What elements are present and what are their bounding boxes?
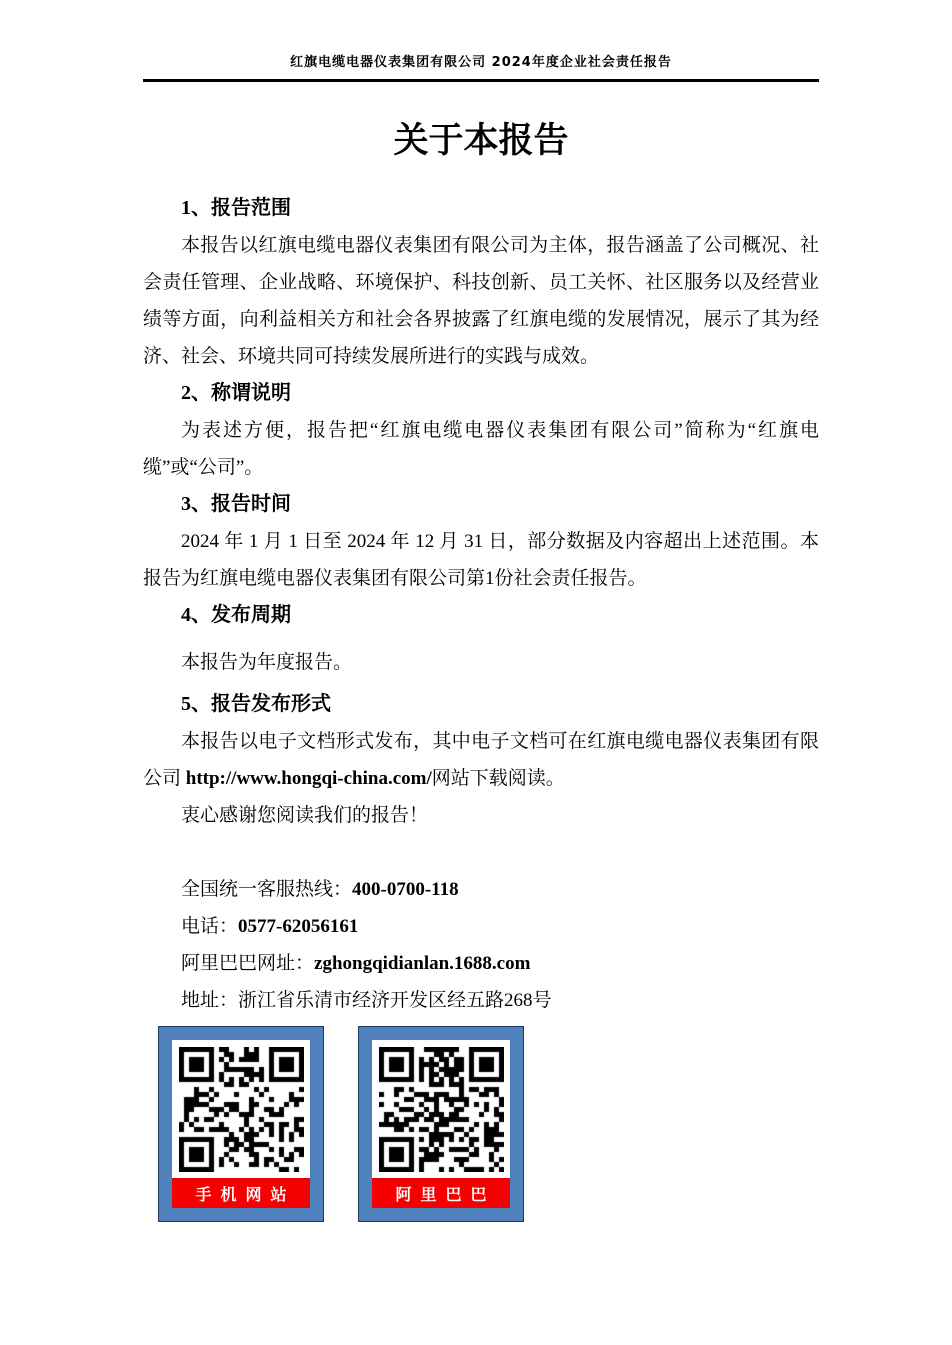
section-heading-report-period: 3、报告时间 <box>181 493 291 515</box>
qr-inner-alibaba <box>372 1040 510 1208</box>
qr-banner-mobile-site <box>172 1178 310 1208</box>
qr-code-row <box>158 1026 819 1222</box>
contact-info <box>143 871 819 1019</box>
qr-label-mobile-site: 手机网站 <box>195 1186 296 1204</box>
contact-address <box>143 982 819 1019</box>
section-body-report-period: 2024 年 1 月 1 日至 2024 年 12 月 31 日，部分数据及内容超出上述范围。本报告为红旗电缆电器仪表集团有限公司第1份社会责任报告。 <box>143 531 819 589</box>
qr-inner-mobile-site <box>172 1040 310 1208</box>
section-heading-release-cycle: 4、发布周期 <box>181 604 291 626</box>
qr-white-area-mobile-site <box>172 1040 310 1178</box>
page-content <box>143 0 819 1222</box>
address-value: 浙江省乐清市经济开发区经五路268号 <box>238 990 552 1011</box>
section-heading-release-form: 5、报告发布形式 <box>181 693 331 715</box>
qr-block-alibaba <box>358 1026 524 1222</box>
alibaba-url-label: 阿里巴巴网址： <box>181 953 315 974</box>
hotline-label: 全国统一客服热线： <box>181 879 353 900</box>
contact-alibaba-url <box>143 945 819 982</box>
section-body-release-form <box>143 723 819 797</box>
phone-label: 电话： <box>181 916 239 937</box>
qr-code-image-mobile-site <box>179 1047 304 1172</box>
qr-banner-alibaba <box>372 1178 510 1208</box>
section-heading-naming: 2、称谓说明 <box>181 382 291 404</box>
section-body-release-cycle: 本报告为年度报告。 <box>181 652 353 673</box>
qr-block-mobile-site <box>158 1026 324 1222</box>
contact-phone <box>143 908 819 945</box>
alibaba-url-value: zghongqidianlan.1688.com <box>314 953 531 974</box>
page-header <box>143 0 819 82</box>
qr-code-image-alibaba <box>379 1047 504 1172</box>
section-body-naming: 为表述方便，报告把“红旗电缆电器仪表集团有限公司”简称为“红旗电缆”或“公司”。 <box>143 420 819 478</box>
release-form-text-pre: 本报告以电子文档形式发布，其中电子文档可在红旗电缆电器仪表集团有限公司 <box>143 731 819 789</box>
qr-label-alibaba: 阿里巴巴 <box>395 1186 496 1204</box>
address-label: 地址： <box>181 990 239 1011</box>
qr-white-area-alibaba <box>372 1040 510 1178</box>
section-body-report-scope: 本报告以红旗电缆电器仪表集团有限公司为主体，报告涵盖了公司概况、社会责任管理、企业战略、环境保护、科技创新、员工关怀、社区服务以及经营业绩等方面，向利益相关方和社会各界披露了红旗电缆的发展情况，展示了其为经济、社会、环境共同可持续发展所进行的实践与成效。 <box>143 235 819 367</box>
company-website-url: http://www.hongqi-china.com/ <box>185 768 432 789</box>
section-heading-report-scope: 1、报告范围 <box>181 197 291 219</box>
header-title: 红旗电缆电器仪表集团有限公司 2024年度企业社会责任报告 <box>290 55 672 70</box>
thanks-line: 衷心感谢您阅读我们的报告！ <box>181 805 429 826</box>
hotline-number: 400-0700-118 <box>352 879 459 900</box>
contact-hotline <box>143 871 819 908</box>
phone-number: 0577-62056161 <box>238 916 359 937</box>
release-form-text-post: 网站下载阅读。 <box>431 768 565 789</box>
page-title: 关于本报告 <box>393 121 569 161</box>
